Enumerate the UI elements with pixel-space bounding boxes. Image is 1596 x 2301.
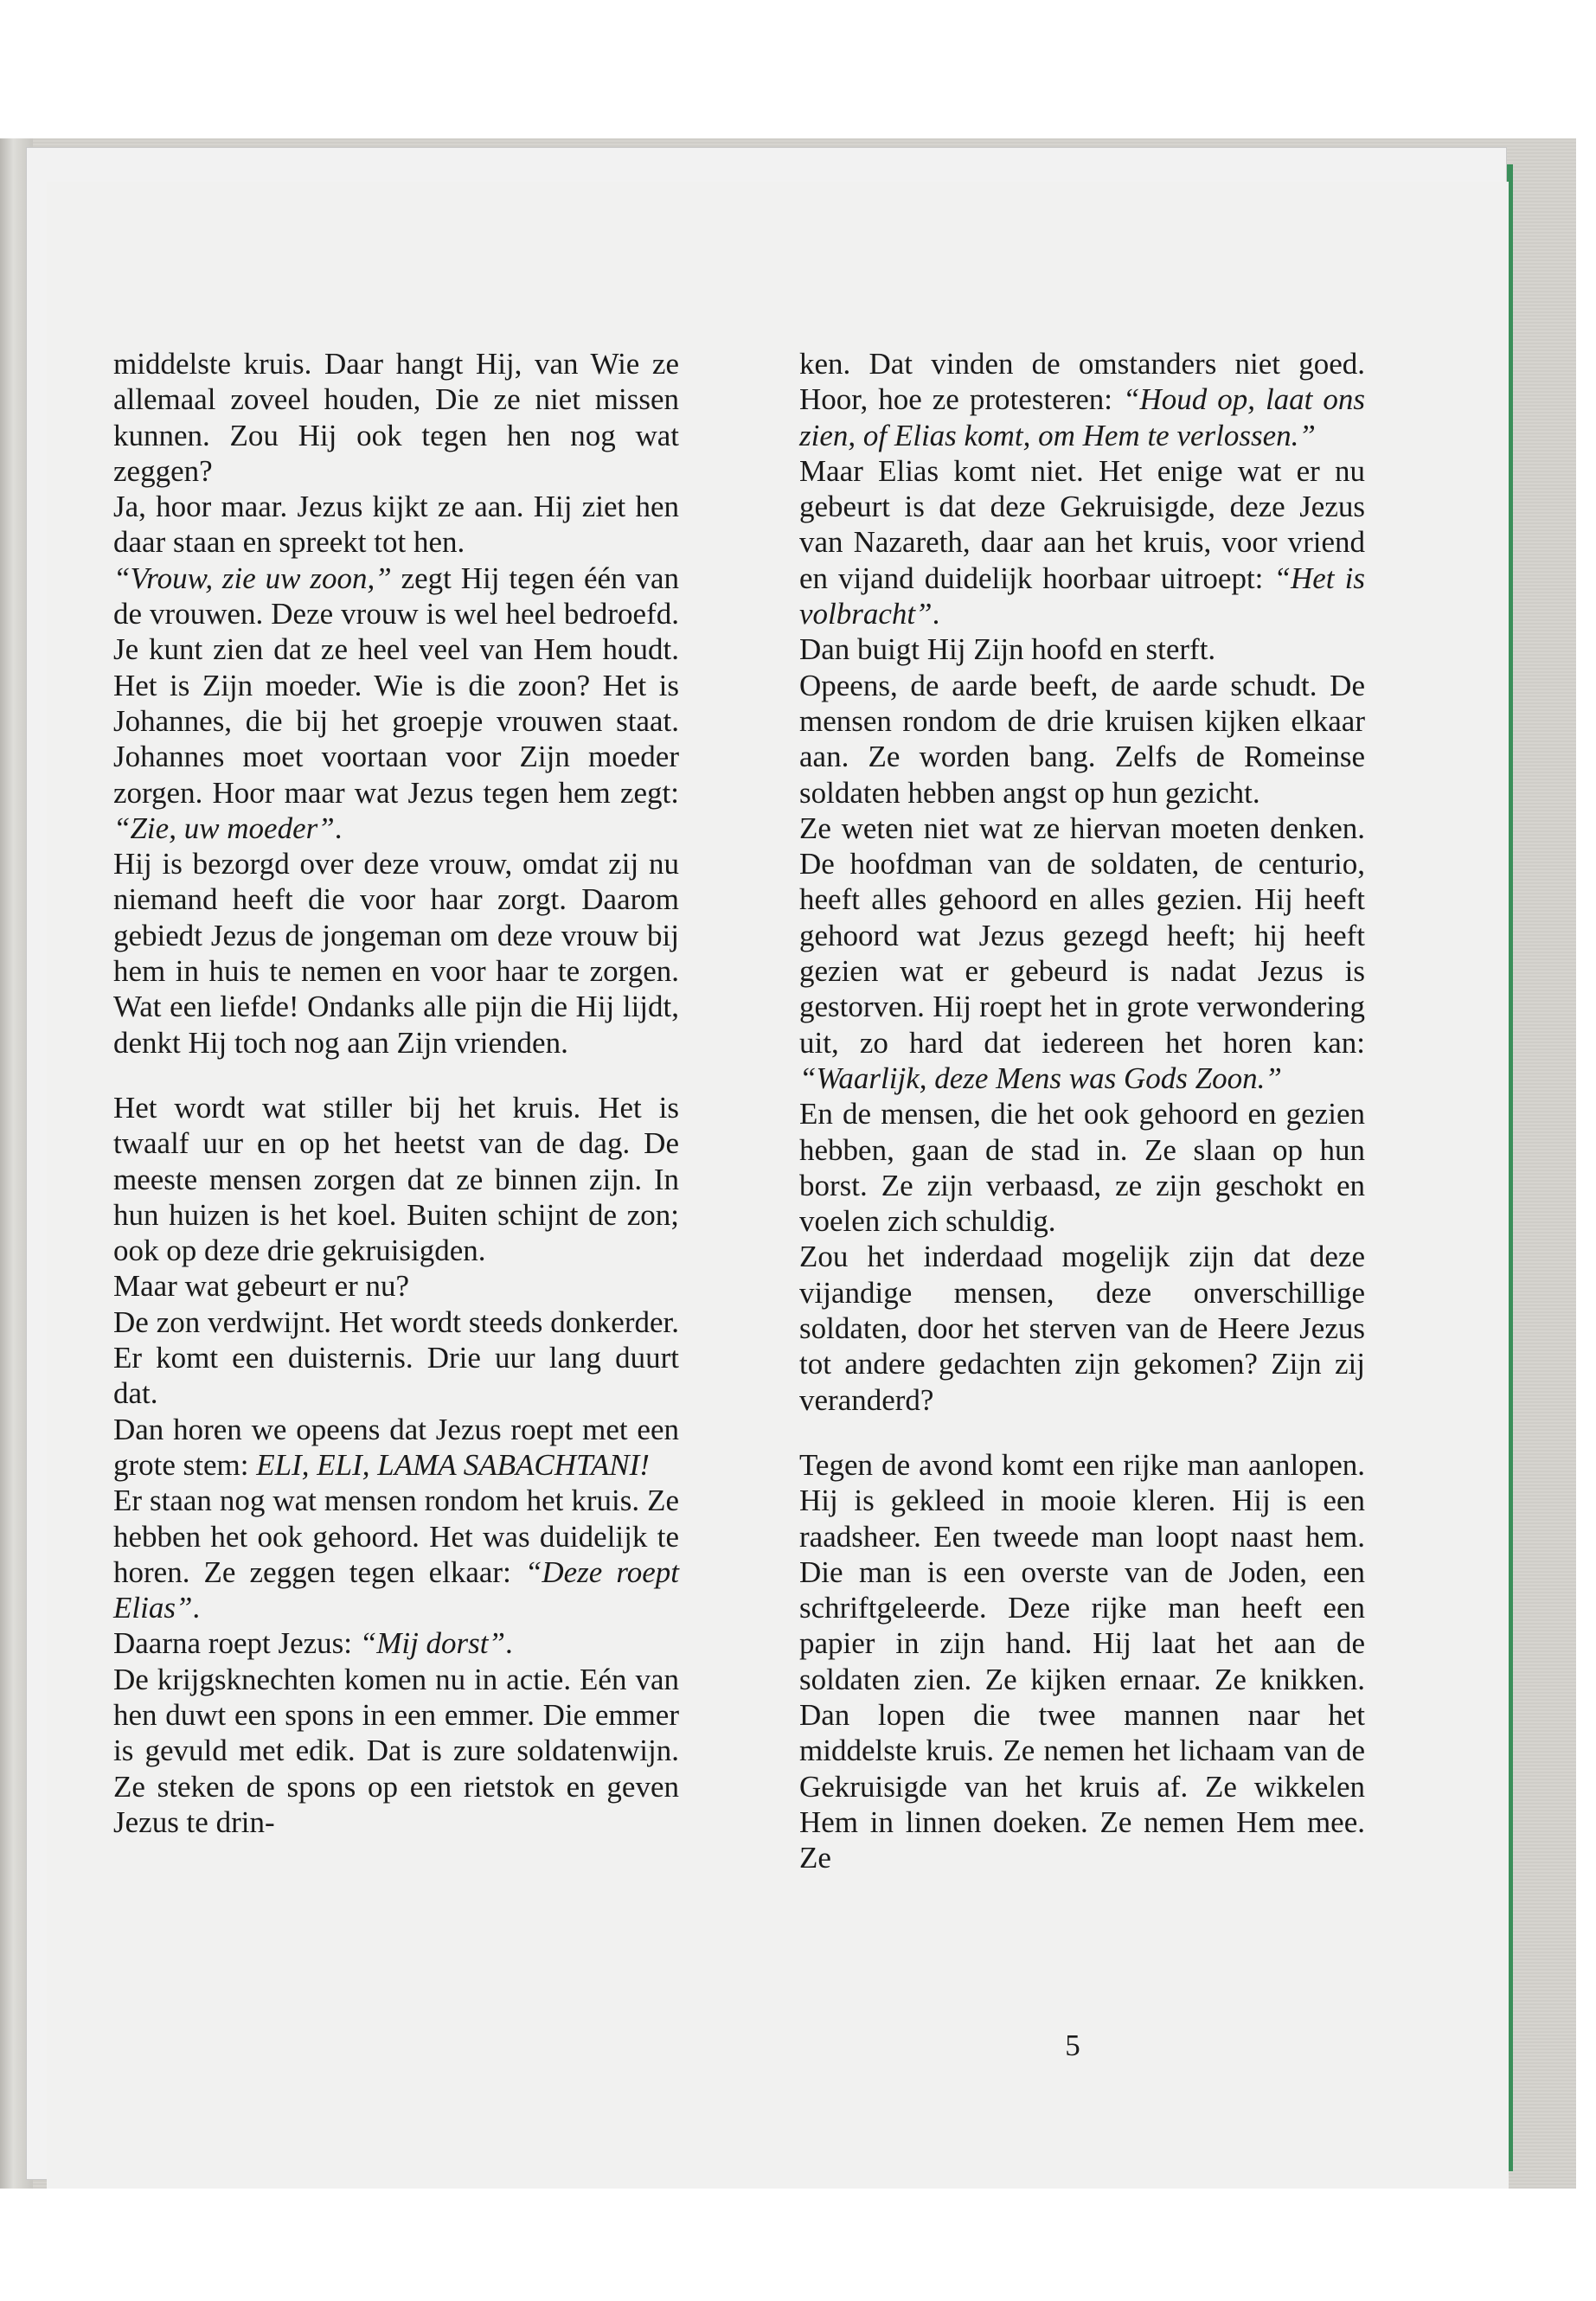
paragraph bbox=[113, 846, 679, 1061]
quote-text: “Houd op, laat ons zien, of Elias komt, om Hem te verlossen.” bbox=[799, 382, 1366, 452]
paragraph bbox=[799, 668, 1365, 811]
body-text: middelste kruis. Daar hangt Hij, van Wie ze allemaal zoveel houden, Die ze niet missen kunnen. Zou Hij ook tegen hen nog wat zeggen? bbox=[113, 347, 679, 488]
quote-text: ELI, ELI, LAMA SABACHTANI! bbox=[256, 1447, 650, 1482]
body-text: Ze weten niet wat ze hiervan moeten denken. De hoofdman van de soldaten, de centurio, heeft alles gehoord en alles gezien. Hij heeft gehoord wat Jezus gezegd heeft; hij heeft gezien wat er gebeurd is nadat Jezus is gestorven. Hij roept het in grote verwondering uit, zo hard dat iedereen het horen kan: bbox=[799, 811, 1365, 1060]
paragraph bbox=[799, 631, 1365, 667]
body-text: . bbox=[504, 1626, 513, 1661]
paragraph bbox=[799, 1096, 1365, 1239]
body-text: Tegen de avond komt een rijke man aanlopen. Hij is gekleed in mooie kleren. Hij is een raadsheer. Een tweede man loopt naast hem. Die man is een overste van de Joden, een schriftgeleerde. Deze rijke man heeft een papier in zijn hand. Hij laat het aan de soldaten zien. Ze kijken ernaar. Ze knikken. Dan lopen die twee mannen naar het middelste kruis. Ze nemen het lichaam van de Gekruisigde van het kruis af. Ze wikkelen Hem in linnen doeken. Ze nemen Hem mee. Ze bbox=[799, 1447, 1365, 1875]
paragraph bbox=[799, 1239, 1365, 1417]
body-text: Ja, hoor maar. Jezus kijkt ze aan. Hij ziet hen daar staan en spreekt tot hen. bbox=[113, 490, 679, 560]
body-text: Daarna roept Jezus: bbox=[113, 1626, 360, 1661]
body-text: Het wordt wat stiller bij het kruis. Het is twaalf uur en op het heetst van de dag. De meeste mensen zorgen dat ze binnen zijn. In hun huizen is het koel. Buiten schijnt de zon; ook op deze drie gekruisigden. bbox=[113, 1090, 679, 1268]
body-text: Opeens, de aarde beeft, de aarde schudt. De mensen rondom de drie kruisen kijken elkaar aan. Ze worden bang. Zelfs de Romeinse soldaten hebben angst op hun gezicht. bbox=[799, 668, 1365, 810]
paragraph bbox=[113, 346, 679, 489]
paragraph bbox=[799, 346, 1365, 453]
body-text: Maar wat gebeurt er nu? bbox=[113, 1269, 410, 1304]
paragraph bbox=[113, 1268, 679, 1304]
quote-text: “Mij dorst” bbox=[359, 1626, 505, 1661]
body-text: De zon verdwijnt. Het wordt steeds donkerder. Er komt een duisternis. Drie uur lang duurt dat. bbox=[113, 1304, 679, 1411]
body-text: ken. Dat vinden de omstanders niet goed. Hoor, hoe ze protesteren: bbox=[799, 347, 1365, 417]
body-text: En de mensen, die het ook gehoord en gezien hebben, gaan de stad in. Ze slaan op hun borst. Ze zijn verbaasd, ze zijn geschokt en voelen zich schuldig. bbox=[799, 1097, 1365, 1239]
body-text: . bbox=[334, 811, 343, 845]
quote-text: “Deze roept Elias” bbox=[113, 1554, 679, 1625]
quote-text: “Waarlijk, deze Mens was Gods Zoon.” bbox=[799, 1061, 1282, 1095]
paragraph bbox=[113, 489, 679, 561]
paragraph bbox=[113, 1412, 679, 1484]
body-text: Maar Elias komt niet. Het enige wat er nu gebeurt is dat deze Gekruisigde, deze Jezus van Nazareth, daar aan het kruis, voor vriend en vijand duidelijk hoorbaar uitroept: bbox=[799, 453, 1365, 595]
right-text-column bbox=[799, 346, 1365, 1875]
left-text-column bbox=[113, 346, 679, 1840]
paragraph bbox=[113, 1662, 679, 1840]
body-text: Dan horen we opeens dat Jezus roept met een grote stem: bbox=[113, 1412, 679, 1482]
paragraph bbox=[113, 561, 679, 846]
body-text: Dan buigt Hij Zijn hoofd en sterft. bbox=[799, 632, 1216, 667]
paragraph bbox=[799, 811, 1365, 1096]
body-text: zegt Hij tegen één van de vrouwen. Deze vrouw is wel heel bedroefd. Je kunt zien dat ze heel veel van Hem houdt. Het is Zijn moeder. Wie is die zoon? Het is Johannes, die bij het groepje vrouwen staat. Johannes moet voortaan voor Zijn moeder zorgen. Hoor maar wat Jezus tegen hem zegt: bbox=[113, 561, 679, 810]
paragraph bbox=[799, 453, 1365, 631]
paragraph bbox=[113, 1304, 679, 1412]
paragraph bbox=[799, 1447, 1365, 1876]
page-number: 5 bbox=[1065, 2029, 1080, 2062]
paragraph bbox=[113, 1483, 679, 1625]
quote-text: “Het is volbracht” bbox=[799, 561, 1365, 631]
paragraph bbox=[113, 1625, 679, 1661]
paragraph bbox=[113, 1090, 679, 1268]
body-text: Zou het inderdaad mogelijk zijn dat deze vijandige mensen, deze onverschillige soldaten, door het sterven van de Heere Jezus tot andere gedachten zijn gekomen? Zijn zij veranderd? bbox=[799, 1240, 1365, 1417]
body-text: De krijgsknechten komen nu in actie. Eén van hen duwt een spons in een emmer. Die emmer is gevuld met edik. Dat is zure soldatenwijn. Ze steken de spons op een rietstok en geven Jezus te drin- bbox=[113, 1662, 679, 1839]
quote-text: “Vrouw, zie uw zoon,” bbox=[113, 561, 392, 595]
body-text: Hij is bezorgd over deze vrouw, omdat zij nu niemand heeft die voor haar zorgt. Daarom gebiedt Jezus de jongeman om deze vrouw bij hem in huis te nemen en voor haar te zorgen. Wat een liefde! Ondanks alle pijn die Hij lijdt, denkt Hij toch nog aan Zijn vrienden. bbox=[113, 847, 679, 1060]
quote-text: “Zie, uw moeder” bbox=[113, 811, 335, 845]
body-text: Er staan nog wat mensen rondom het kruis. Ze hebben het ook gehoord. Het was duidelijk te horen. Ze zeggen tegen elkaar: bbox=[113, 1484, 679, 1589]
body-text: . bbox=[192, 1591, 201, 1625]
body-text: . bbox=[932, 597, 940, 631]
